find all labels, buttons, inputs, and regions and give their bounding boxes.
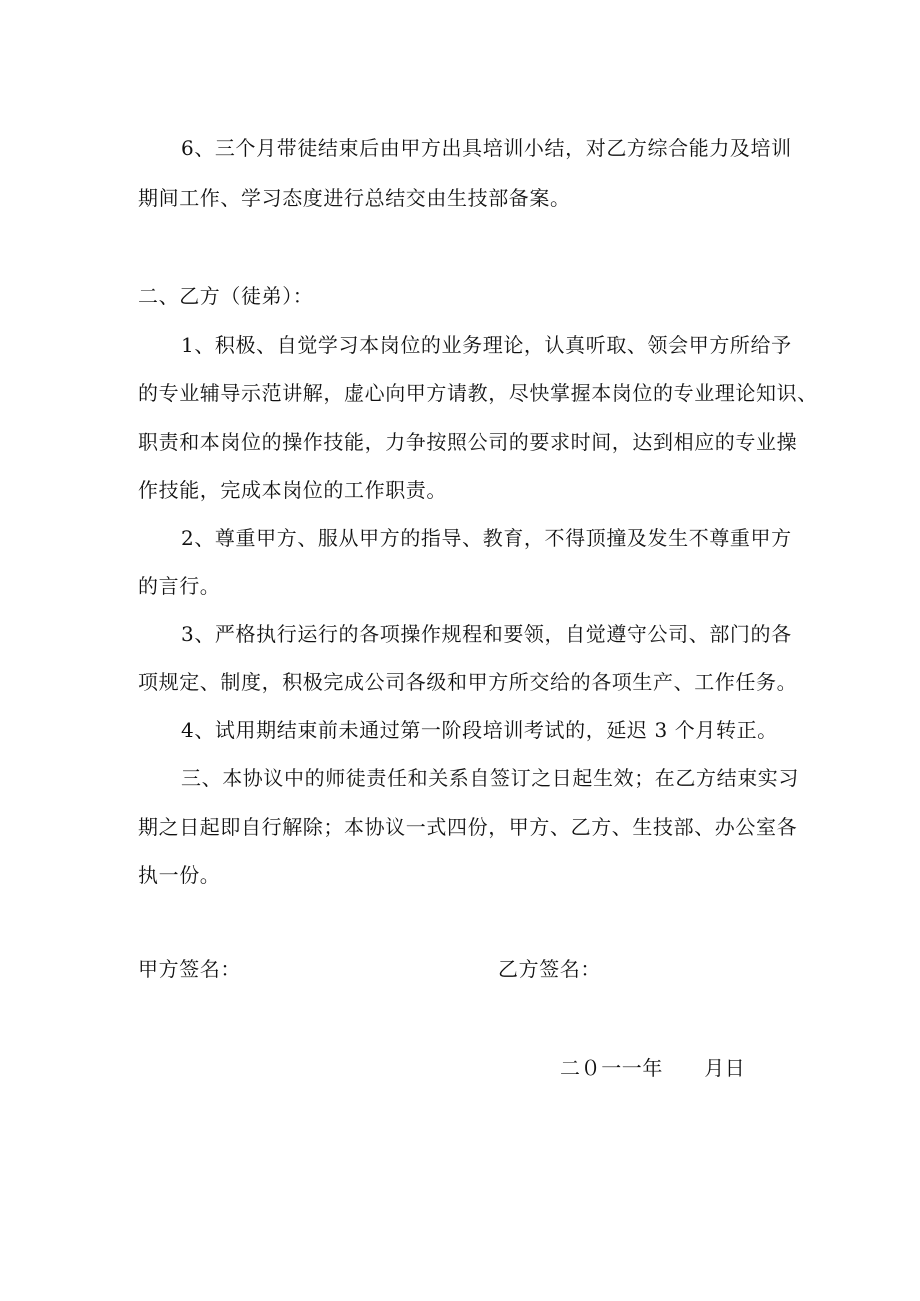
date-line: 二０一一年 月日 bbox=[560, 1056, 746, 1080]
party-a-signature-label: 甲方签名： bbox=[138, 957, 241, 981]
item-3-line-2: 项规定、制度，积极完成公司各级和甲方所交给的各项生产、工作任务。 bbox=[138, 670, 798, 694]
section-3-line-2: 期之日起即自行解除；本协议一式四份，甲方、乙方、生技部、办公室各 bbox=[138, 815, 798, 839]
section-2-heading: 二、乙方（徒弟）： bbox=[138, 284, 314, 308]
section-3-line-3: 执一份。 bbox=[138, 863, 221, 887]
item-1-line-4: 作技能，完成本岗位的工作职责。 bbox=[138, 478, 447, 502]
party-b-signature-label: 乙方签名： bbox=[498, 957, 601, 981]
item-1-line-3: 职责和本岗位的操作技能，力争按照公司的要求时间，达到相应的专业操 bbox=[138, 430, 798, 454]
item-4-line-1: 4、试用期结束前未通过第一阶段培训考试的，延迟 3 个月转正。 bbox=[181, 718, 778, 742]
item-1-line-2: 的专业辅导示范讲解，虚心向甲方请教，尽快掌握本岗位的专业理论知识、 bbox=[138, 381, 818, 405]
item-3-line-1: 3、严格执行运行的各项操作规程和要领，自觉遵守公司、部门的各 bbox=[181, 622, 792, 646]
item-2-line-1: 2、尊重甲方、服从甲方的指导、教育，不得顶撞及发生不尊重甲方 bbox=[181, 526, 792, 550]
item-2-line-2: 的言行。 bbox=[138, 574, 221, 598]
paragraph-6-line-1: 6、三个月带徒结束后由甲方出具培训小结，对乙方综合能力及培训 bbox=[181, 136, 792, 160]
item-1-line-1: 1、积极、自觉学习本岗位的业务理论，认真听取、领会甲方所给予 bbox=[181, 333, 792, 357]
paragraph-6-line-2: 期间工作、学习态度进行总结交由生技部备案。 bbox=[138, 186, 571, 210]
section-3-line-1: 三、本协议中的师徒责任和关系自签订之日起生效；在乙方结束实习 bbox=[181, 766, 799, 790]
